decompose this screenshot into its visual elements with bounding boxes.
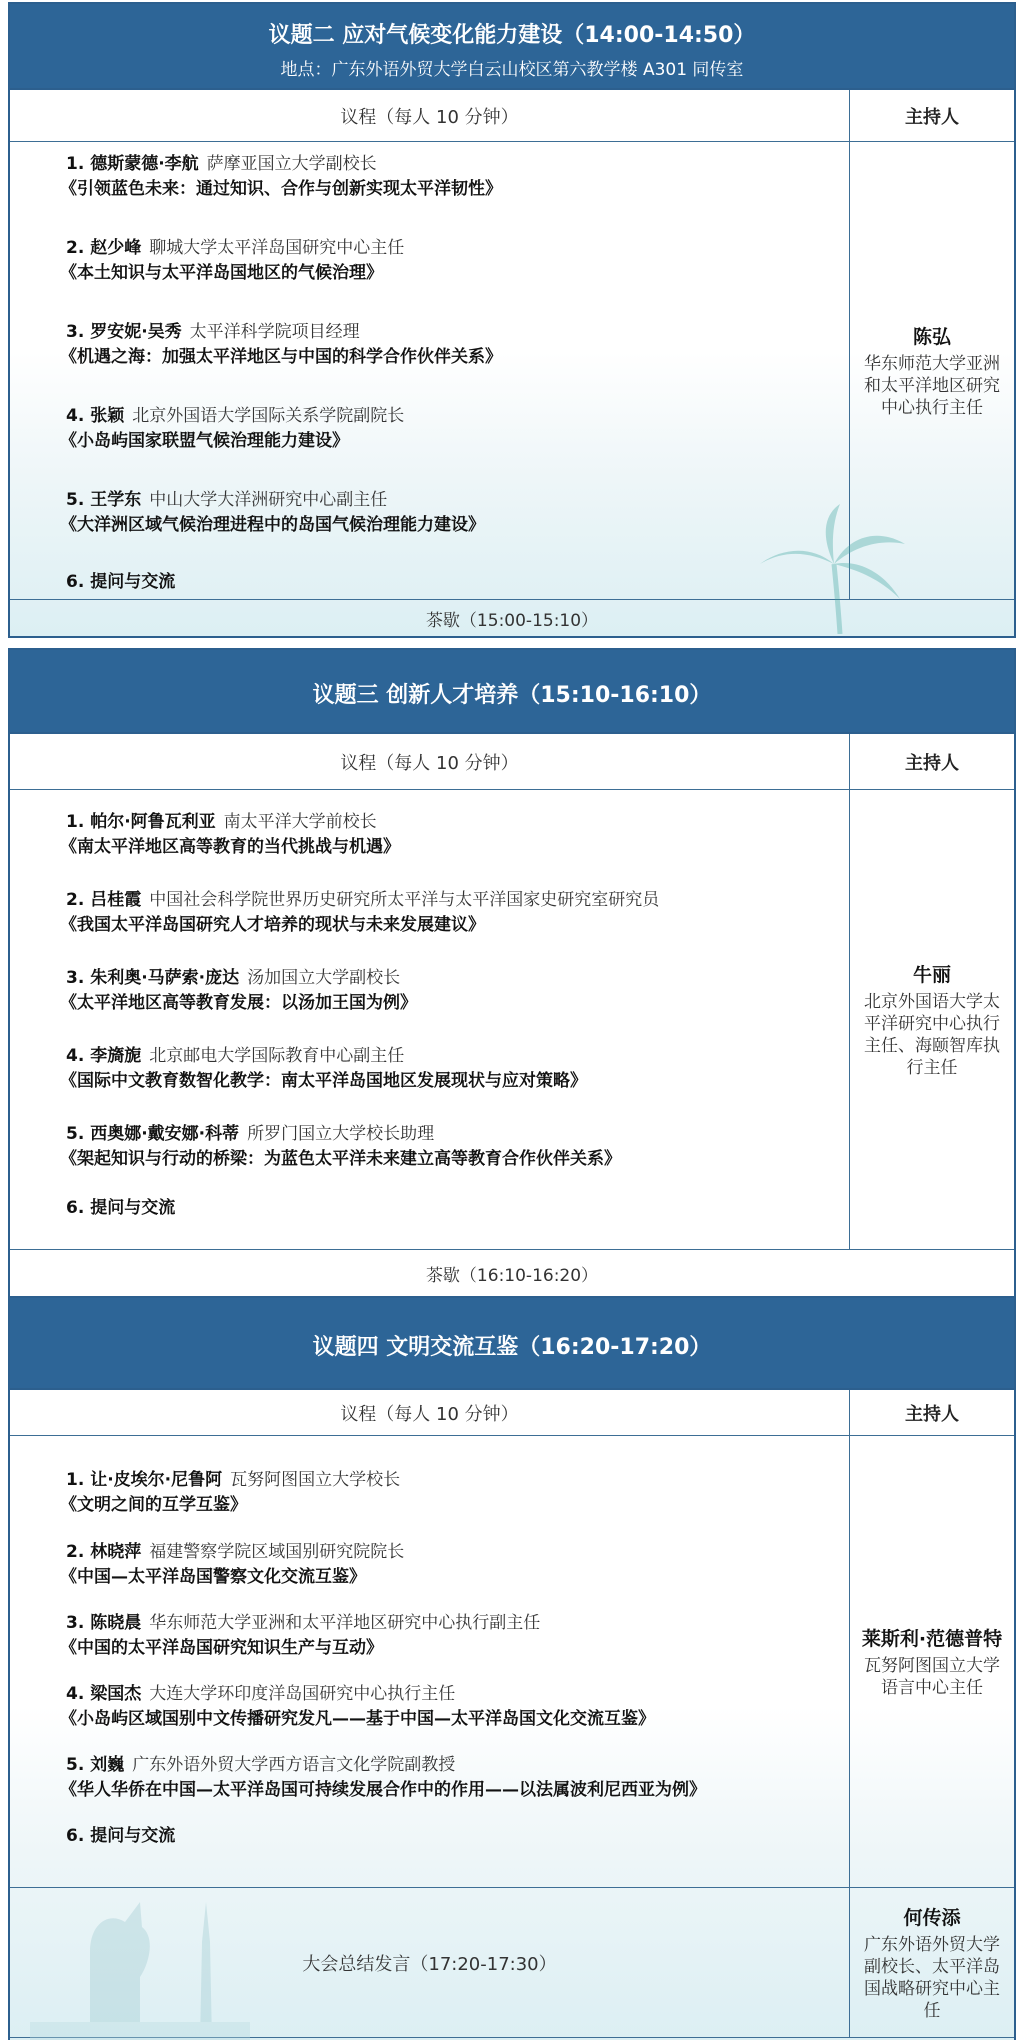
talk-topic: 《南太平洋地区高等教育的当代挑战与机遇》: [60, 837, 400, 857]
speaker-name: 1. 德斯蒙德·李航: [66, 154, 199, 174]
list-item: [60, 1682, 849, 1753]
session2-table-header: [10, 90, 1014, 142]
speaker-role: 北京外国语大学国际关系学院副院长: [132, 406, 405, 426]
speaker-role: 广东外语外贸大学西方语言文化学院副教授: [132, 1755, 456, 1775]
speaker-name: 2. 吕桂霞: [66, 890, 142, 910]
palm-tree-icon: [750, 504, 910, 634]
talk-topic: 《国际中文教育数智化教学：南太平洋岛国地区发展现状与应对策略》: [60, 1071, 587, 1091]
speaker-role: 聊城大学太平洋岛国研究中心主任: [149, 238, 405, 258]
speaker-name: 6. 提问与交流: [66, 1826, 176, 1846]
session2-location: 地点：广东外语外贸大学白云山校区第六教学楼 A301 同传室: [280, 60, 744, 80]
speaker-role: 所罗门国立大学校长助理: [247, 1124, 435, 1144]
list-item: [60, 1044, 849, 1122]
speaker-name: 1. 帕尔·阿鲁瓦利亚: [66, 812, 216, 832]
talk-topic: 《引领蓝色未来：通过知识、合作与创新实现太平洋韧性》: [60, 179, 502, 199]
session4-header: [10, 1298, 1014, 1390]
talk-topic: 《文明之间的互学互鉴》: [60, 1495, 247, 1515]
speaker-role: 汤加国立大学副校长: [247, 968, 401, 988]
session3-table-header: [10, 734, 1014, 790]
speaker-name: 2. 林晓萍: [66, 1542, 142, 1562]
session2-block: [8, 2, 1016, 638]
talk-topic: 《小岛屿区域国别中文传播研究发凡——基于中国—太平洋岛国文化交流互鉴》: [60, 1709, 655, 1729]
list-item: [60, 810, 849, 888]
talk-topic: 《我国太平洋岛国研究人才培养的现状与未来发展建议》: [60, 915, 485, 935]
talk-topic: 《太平洋地区高等教育发展：以汤加王国为例》: [60, 993, 417, 1013]
list-item: [60, 236, 849, 320]
talk-topic: 《本土知识与太平洋岛国地区的气候治理》: [60, 263, 383, 283]
speaker-name: 6. 提问与交流: [66, 1198, 176, 1218]
speaker-role: 瓦努阿图国立大学校长: [230, 1470, 401, 1490]
speaker-role: 华东师范大学亚洲和太平洋地区研究中心执行副主任: [149, 1613, 541, 1633]
list-item: [66, 570, 849, 594]
session4-body: [10, 1436, 1014, 1888]
list-item: [60, 404, 849, 488]
closing-host: [850, 1888, 1014, 2037]
talk-topic: 《大洋洲区域气候治理进程中的岛国气候治理能力建设》: [60, 515, 485, 535]
session4-agenda: [10, 1436, 850, 1887]
speaker-name: 2. 赵少峰: [66, 238, 142, 258]
session2-title: 议题二 应对气候变化能力建设（14:00-14:50）: [268, 23, 756, 48]
session3-body: [10, 790, 1014, 1250]
session3-host: [850, 790, 1014, 1249]
session2-agenda: [10, 142, 850, 599]
session3-block: [8, 648, 1016, 1296]
speaker-name: 1. 让·皮埃尔·尼鲁阿: [66, 1470, 223, 1490]
list-item: [66, 1824, 849, 1848]
host-desc: 华东师范大学亚洲和太平洋地区研究中心执行主任: [864, 354, 1000, 418]
host-desc: 北京外国语大学太平洋研究中心执行主任、海颐智库执行主任: [864, 992, 1000, 1078]
speaker-role: 北京邮电大学国际教育中心副主任: [149, 1046, 405, 1066]
speaker-name: 5. 西奥娜·戴安娜·科蒂: [66, 1124, 240, 1144]
list-item: [60, 966, 849, 1044]
list-item: [60, 1122, 849, 1196]
session3-agenda: [10, 790, 850, 1249]
session2-host-header: 主持人: [905, 106, 959, 128]
list-item: [60, 320, 849, 404]
speaker-role: 太平洋科学院项目经理: [189, 322, 360, 342]
session2-header: [10, 4, 1014, 90]
session3-host-header: 主持人: [905, 752, 959, 774]
list-item: [60, 1753, 849, 1824]
speaker-name: 3. 罗安妮·吴秀: [66, 322, 182, 342]
speaker-role: 中国社会科学院世界历史研究所太平洋与太平洋国家史研究室研究员: [149, 890, 660, 910]
list-item: [60, 488, 849, 570]
list-item: [60, 1611, 849, 1682]
list-item: [60, 888, 849, 966]
talk-topic: 《中国的太平洋岛国研究知识生产与互动》: [60, 1638, 383, 1658]
list-item: [60, 1468, 849, 1540]
speaker-role: 大连大学环印度洋岛国研究中心执行主任: [149, 1684, 456, 1704]
speaker-role: 萨摩亚国立大学副校长: [206, 154, 377, 174]
list-item: [60, 1540, 849, 1611]
closing-speech: 大会总结发言（17:20-17:30）: [10, 1888, 850, 2037]
list-item: [60, 152, 849, 236]
landmark-silhouette-icon: [30, 1882, 250, 2040]
session2-agenda-header: 议程（每人 10 分钟）: [10, 90, 850, 141]
session4-agenda-header: 议程（每人 10 分钟）: [10, 1390, 850, 1435]
speaker-name: 4. 李旖旎: [66, 1046, 142, 1066]
speaker-role: 福建警察学院区域国别研究院院长: [149, 1542, 405, 1562]
session4-table-header: [10, 1390, 1014, 1436]
list-item: [66, 1196, 849, 1220]
speaker-name: 4. 张颖: [66, 406, 125, 426]
session3-break: 茶歇（16:10-16:20）: [425, 1265, 599, 1286]
speaker-name: 5. 刘巍: [66, 1755, 125, 1775]
host-desc: 瓦努阿图国立大学语言中心主任: [864, 1656, 1000, 1698]
speaker-name: 5. 王学东: [66, 490, 142, 510]
talk-topic: 《机遇之海：加强太平洋地区与中国的科学合作伙伴关系》: [60, 347, 502, 367]
talk-topic: 《华人华侨在中国—太平洋岛国可持续发展合作中的作用——以法属波利尼西亚为例》: [60, 1780, 706, 1800]
host-name: 牛丽: [912, 964, 951, 986]
session4-host-header: 主持人: [905, 1403, 959, 1425]
speaker-name: 4. 梁国杰: [66, 1684, 142, 1704]
session4-block: [8, 1296, 1016, 2040]
speaker-name: 3. 朱利奥·马萨索·庞达: [66, 968, 240, 988]
session3-header: [10, 650, 1014, 734]
speaker-name: 3. 陈晓晨: [66, 1613, 142, 1633]
session3-title: 议题三 创新人才培养（15:10-16:10）: [312, 683, 712, 708]
session4-title: 议题四 文明交流互鉴（16:20-17:20）: [312, 1335, 712, 1360]
talk-topic: 《中国—太平洋岛国警察文化交流互鉴》: [60, 1567, 366, 1587]
host-name: 陈弘: [912, 326, 951, 348]
session2-break: 茶歇（15:00-15:10）: [425, 610, 599, 631]
session3-agenda-header: 议程（每人 10 分钟）: [10, 734, 850, 789]
session4-host: [850, 1436, 1014, 1887]
speaker-role: 中山大学大洋洲研究中心副主任: [149, 490, 388, 510]
talk-topic: 《小岛屿国家联盟气候治理能力建设》: [60, 431, 349, 451]
host-name: 莱斯利·范德普特: [861, 1628, 1003, 1650]
speaker-role: 南太平洋大学前校长: [223, 812, 377, 832]
host-desc: 广东外语外贸大学副校长、太平洋岛国战略研究中心主任: [864, 1935, 1000, 2021]
speaker-name: 6. 提问与交流: [66, 572, 176, 592]
talk-topic: 《架起知识与行动的桥梁：为蓝色太平洋未来建立高等教育合作伙伴关系》: [60, 1149, 621, 1169]
host-name: 何传添: [903, 1907, 961, 1929]
